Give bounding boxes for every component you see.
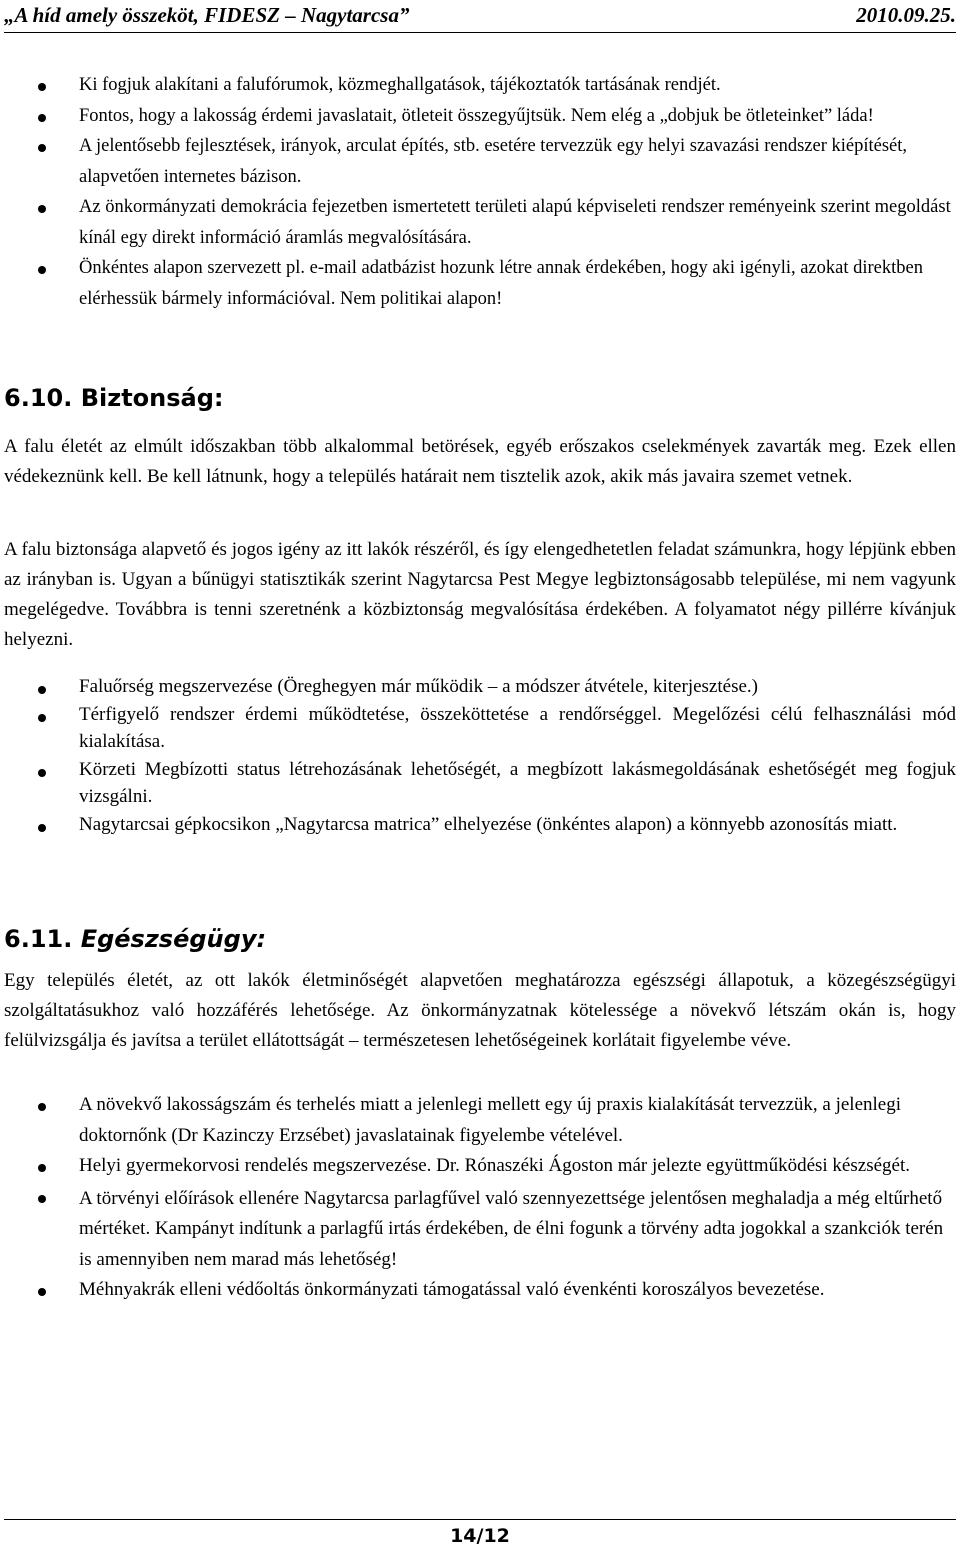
list-item: Méhnyakrák elleni védőoltás önkormányzati támogatással való évenkénti koroszályos bevezetése. bbox=[0, 1275, 960, 1306]
list-item: A növekvő lakosságszám és terhelés miatt a jelenlegi mellett egy új praxis kialakítását tervezzük, a jelenlegi doktornőnk (Dr Kazinczy Erzsébet) javaslatainak figyelembe vételével. bbox=[0, 1090, 960, 1151]
bullet-icon bbox=[38, 83, 46, 91]
section-heading-egeszsegugy: 6.11. Egészségügy: bbox=[4, 925, 267, 953]
list-item: A törvényi előírások ellenére Nagytarcsa parlagfűvel való szennyezettsége jelentősen meghaladja a még eltűrhető mértéket. Kampányt indítunk a parlagfű irtás érdekében, de élni fogunk a törvény adta jogokkal a szankciók terén is amennyiben nem marad más lehetőség! bbox=[0, 1182, 960, 1276]
list-item: Helyi gyermekorvosi rendelés megszervezése. Dr. Rónaszéki Ágoston már jelezte együttműködési készségét. bbox=[0, 1151, 960, 1182]
bullet-icon bbox=[38, 824, 46, 832]
header-title: „A híd amely összeköt, FIDESZ – Nagytarcsa” bbox=[4, 3, 410, 27]
biztonsag-paragraph-2: A falu biztonsága alapvető és jogos igény az itt lakók részéről, és így elengedhetetlen feladat számunkra, hogy lépjünk ebben az irányban is. Ugyan a bűnügyi statisztikák szerint Nagytarcsa Pest Megye legbiztonságosabb települése, mi nem vagyunk megelégedve. Továbbra is tenni szeretnénk a közbiztonság megvalósítása érdekében. A folyamatot négy pillérre kívánjuk helyezni. bbox=[4, 539, 956, 650]
list-item: A jelentősebb fejlesztések, irányok, arculat építés, stb. esetére tervezzük egy helyi szavazási rendszer kiépítését, alapvetően internetes bázison. bbox=[0, 131, 960, 192]
list-item: Az önkormányzati demokrácia fejezetben ismertetett területi alapú képviseleti rendszer reményeink szerint megoldást kínál egy direkt információ áramlás megvalósítására. bbox=[0, 192, 960, 253]
footer-rule bbox=[4, 1519, 956, 1520]
bullet-icon bbox=[38, 205, 46, 213]
bullet-icon bbox=[38, 266, 46, 274]
egeszsegugy-bullet-list bbox=[0, 1090, 960, 1306]
intro-bullet-list bbox=[0, 70, 960, 314]
list-item: Fontos, hogy a lakosság érdemi javaslatait, ötleteit összegyűjtsük. Nem elég a „dobjuk be ötleteinket” láda! bbox=[0, 101, 960, 132]
header-rule bbox=[4, 32, 956, 33]
page-number: 14/12 bbox=[450, 1525, 510, 1547]
page-header bbox=[0, 0, 960, 40]
biztonsag-bullet-list bbox=[0, 673, 960, 838]
bullet-icon bbox=[38, 1103, 46, 1111]
list-item: Önkéntes alapon szervezett pl. e-mail adatbázist hozunk létre annak érdekében, hogy aki igényli, azokat direktben elérhessük bármely információval. Nem politikai alapon! bbox=[0, 253, 960, 314]
bullet-icon bbox=[38, 769, 46, 777]
bullet-icon bbox=[38, 1288, 46, 1296]
header-date: 2010.09.25. bbox=[856, 3, 956, 27]
bullet-icon bbox=[38, 1164, 46, 1172]
bullet-icon bbox=[38, 1195, 46, 1203]
bullet-icon bbox=[38, 714, 46, 722]
list-item: Faluőrség megszervezése (Öreghegyen már működik – a módszer átvétele, kiterjesztése.) bbox=[0, 673, 960, 701]
list-item: Térfigyelő rendszer érdemi működtetése, összeköttetése a rendőrséggel. Megelőzési célú felhasználási mód kialakítása. bbox=[0, 701, 960, 756]
list-item: Ki fogjuk alakítani a falufórumok, közmeghallgatások, tájékoztatók tartásának rendjét. bbox=[0, 70, 960, 101]
bullet-icon bbox=[38, 144, 46, 152]
list-item: Körzeti Megbízotti status létrehozásának lehetőségét, a megbízott lakásmegoldásának eshetőségét meg fogjuk vizsgálni. bbox=[0, 756, 960, 811]
section-heading-biztonsag: 6.10. Biztonság: bbox=[4, 384, 224, 412]
bullet-icon bbox=[38, 686, 46, 694]
egeszsegugy-paragraph-1: Egy település életét, az ott lakók életminőségét alapvetően meghatározza egészségi állapotuk, a közegészségügyi szolgáltatásukhoz való hozzáférés lehetősége. Az önkormányzatnak kötelessége a növekvő létszám okán is, hogy felülvizsgálja és javítsa a terület ellátottságát – természetesen lehetőségeinek korlátait figyelembe véve. bbox=[4, 970, 956, 1051]
list-item: Nagytarcsai gépkocsikon „Nagytarcsa matrica” elhelyezése (önkéntes alapon) a könnyebb azonosítás miatt. bbox=[0, 811, 960, 839]
bullet-icon bbox=[38, 114, 46, 122]
biztonsag-paragraph-1: A falu életét az elmúlt időszakban több alkalommal betörések, egyéb erőszakos cselekmények zavarták meg. Ezek ellen védekeznünk kell. Be kell látnunk, hogy a település határait nem tisztelik azok, akik más javaira szemet vetnek. bbox=[4, 436, 956, 487]
